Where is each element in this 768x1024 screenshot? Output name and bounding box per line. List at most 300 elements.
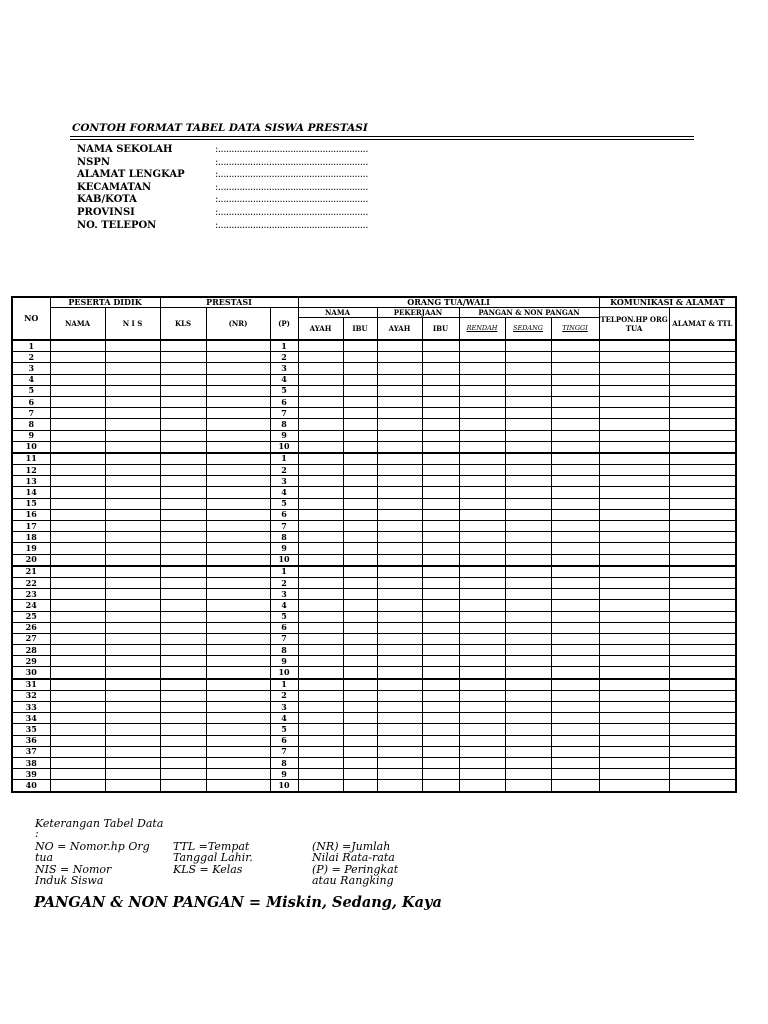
info-label: NO. TELEPON (77, 219, 157, 231)
table-cell (505, 521, 551, 532)
table-cell (105, 633, 160, 644)
table-cell (160, 476, 206, 487)
table-cell (160, 633, 206, 644)
table-cell (599, 622, 669, 633)
table-cell (343, 645, 377, 656)
table-cell (422, 453, 459, 465)
note-nis: NIS = Nomor Induk Siswa (35, 863, 112, 887)
table-row (12, 577, 736, 588)
table-cell (669, 690, 736, 701)
table-cell (505, 611, 551, 622)
table-cell (50, 498, 105, 509)
table-cell (377, 487, 422, 498)
table-cell (298, 430, 343, 441)
table-cell (105, 509, 160, 520)
table-cell (599, 577, 669, 588)
table-cell (599, 430, 669, 441)
table-cell (50, 396, 105, 407)
table-row (12, 566, 736, 578)
table-cell (298, 679, 343, 691)
rank-number: 3 (270, 589, 298, 600)
table-cell (505, 340, 551, 352)
table-cell (160, 396, 206, 407)
table-cell (459, 430, 505, 441)
table-cell (505, 724, 551, 735)
table-cell (551, 476, 599, 487)
row-number: 8 (12, 419, 50, 430)
row-number: 24 (12, 600, 50, 611)
table-cell (50, 487, 105, 498)
table-cell (298, 690, 343, 701)
table-cell (206, 735, 270, 746)
table-cell (669, 396, 736, 407)
table-cell (669, 757, 736, 768)
table-cell (505, 679, 551, 691)
rank-number: 6 (270, 396, 298, 407)
table-cell (50, 352, 105, 363)
table-cell (669, 746, 736, 757)
table-cell (459, 622, 505, 633)
row-number: 32 (12, 690, 50, 701)
table-cell (459, 408, 505, 419)
table-cell (298, 589, 343, 600)
table-cell (50, 769, 105, 780)
table-cell (160, 724, 206, 735)
table-cell (298, 577, 343, 588)
table-cell (551, 419, 599, 430)
table-cell (343, 769, 377, 780)
table-cell (105, 645, 160, 656)
rank-number: 1 (270, 340, 298, 352)
row-number: 3 (12, 363, 50, 374)
table-row (12, 509, 736, 520)
table-cell (505, 577, 551, 588)
rank-number: 5 (270, 498, 298, 509)
table-cell (377, 441, 422, 453)
table-cell (160, 441, 206, 453)
table-cell (505, 713, 551, 724)
table-cell (50, 656, 105, 667)
header-rendah: RENDAH (459, 318, 505, 341)
table-cell (551, 656, 599, 667)
row-number: 16 (12, 509, 50, 520)
header-nr: (NR) (206, 308, 270, 341)
table-row (12, 735, 736, 746)
table-cell (206, 757, 270, 768)
table-cell (599, 374, 669, 385)
table-cell (206, 543, 270, 554)
table-row (12, 352, 736, 363)
table-cell (160, 385, 206, 396)
table-cell (551, 453, 599, 465)
table-cell (669, 521, 736, 532)
table-cell (160, 656, 206, 667)
table-cell (105, 757, 160, 768)
row-number: 5 (12, 385, 50, 396)
table-cell (160, 746, 206, 757)
row-number: 34 (12, 713, 50, 724)
rank-number: 4 (270, 487, 298, 498)
table-cell (377, 385, 422, 396)
table-cell (206, 622, 270, 633)
table-cell (50, 577, 105, 588)
table-cell (343, 622, 377, 633)
table-cell (422, 532, 459, 543)
table-cell (343, 487, 377, 498)
rank-number: 9 (270, 656, 298, 667)
table-cell (343, 532, 377, 543)
table-cell (599, 600, 669, 611)
header-tinggi: TINGGI (551, 318, 599, 341)
table-cell (669, 385, 736, 396)
table-cell (551, 509, 599, 520)
table-row (12, 374, 736, 385)
table-cell (505, 769, 551, 780)
table-cell (298, 498, 343, 509)
table-cell (669, 633, 736, 644)
table-cell (422, 600, 459, 611)
table-cell (160, 408, 206, 419)
table-cell (343, 679, 377, 691)
table-cell (160, 769, 206, 780)
table-row (12, 622, 736, 633)
table-cell (459, 713, 505, 724)
rank-number: 8 (270, 419, 298, 430)
header-p: (P) (270, 308, 298, 341)
table-cell (105, 374, 160, 385)
table-cell (343, 363, 377, 374)
row-number: 13 (12, 476, 50, 487)
table-cell (50, 543, 105, 554)
table-cell (459, 633, 505, 644)
table-cell (459, 453, 505, 465)
table-cell (599, 724, 669, 735)
table-cell (105, 577, 160, 588)
table-cell (298, 702, 343, 713)
table-row (12, 702, 736, 713)
table-cell (50, 589, 105, 600)
table-cell (505, 589, 551, 600)
table-cell (298, 566, 343, 578)
table-cell (206, 396, 270, 407)
table-cell (105, 724, 160, 735)
table-cell (422, 521, 459, 532)
table-cell (298, 340, 343, 352)
rank-number: 8 (270, 757, 298, 768)
table-cell (669, 566, 736, 578)
table-cell (599, 441, 669, 453)
table-cell (505, 543, 551, 554)
row-number: 20 (12, 554, 50, 566)
table-cell (377, 690, 422, 701)
table-cell (551, 521, 599, 532)
table-cell (298, 374, 343, 385)
table-cell (669, 430, 736, 441)
row-number: 23 (12, 589, 50, 600)
table-cell (343, 465, 377, 476)
table-cell (377, 577, 422, 588)
table-cell (298, 532, 343, 543)
student-data-table (11, 296, 737, 793)
table-cell (669, 509, 736, 520)
table-cell (50, 363, 105, 374)
table-row (12, 487, 736, 498)
table-cell (551, 645, 599, 656)
table-cell (343, 702, 377, 713)
table-cell (50, 554, 105, 566)
table-cell (669, 780, 736, 792)
table-cell (551, 724, 599, 735)
info-row (77, 182, 368, 195)
table-cell (669, 498, 736, 509)
table-cell (105, 600, 160, 611)
row-number: 11 (12, 453, 50, 465)
table-cell (459, 521, 505, 532)
table-cell (505, 441, 551, 453)
table-row (12, 340, 736, 352)
table-cell (459, 611, 505, 622)
rank-number: 4 (270, 374, 298, 385)
table-cell (105, 430, 160, 441)
table-cell (50, 476, 105, 487)
table-cell (377, 611, 422, 622)
table-cell (105, 453, 160, 465)
table-cell (206, 589, 270, 600)
table-cell (343, 340, 377, 352)
table-cell (206, 521, 270, 532)
table-cell (50, 611, 105, 622)
table-row (12, 769, 736, 780)
table-cell (343, 396, 377, 407)
header-ayah-nama: AYAH (298, 318, 343, 341)
table-row (12, 611, 736, 622)
rank-number: 2 (270, 577, 298, 588)
header-ibu-pekerjaan: IBU (422, 318, 459, 341)
table-cell (105, 498, 160, 509)
info-label: NAMA SEKOLAH (77, 144, 173, 155)
table-row (12, 690, 736, 701)
table-cell (160, 363, 206, 374)
table-row (12, 441, 736, 453)
table-cell (105, 487, 160, 498)
table-cell (377, 554, 422, 566)
table-cell (377, 419, 422, 430)
table-cell (160, 589, 206, 600)
table-cell (160, 532, 206, 543)
table-cell (298, 633, 343, 644)
table-row (12, 554, 736, 566)
table-cell (377, 532, 422, 543)
table-cell (422, 724, 459, 735)
table-cell (599, 679, 669, 691)
table-cell (298, 465, 343, 476)
table-cell (206, 374, 270, 385)
table-cell (377, 566, 422, 578)
table-cell (377, 476, 422, 487)
table-cell (298, 667, 343, 679)
table-cell (422, 577, 459, 588)
table-cell (298, 453, 343, 465)
table-cell (599, 757, 669, 768)
table-cell (298, 352, 343, 363)
table-cell (505, 667, 551, 679)
table-cell (160, 757, 206, 768)
rank-number: 3 (270, 476, 298, 487)
table-cell (206, 690, 270, 701)
table-cell (50, 633, 105, 644)
table-cell (669, 487, 736, 498)
table-cell (422, 735, 459, 746)
table-cell (343, 521, 377, 532)
table-cell (551, 532, 599, 543)
table-cell (160, 690, 206, 701)
table-cell (599, 769, 669, 780)
table-cell (459, 679, 505, 691)
table-cell (105, 656, 160, 667)
table-cell (551, 746, 599, 757)
rank-number: 7 (270, 633, 298, 644)
table-cell (505, 780, 551, 792)
table-cell (206, 656, 270, 667)
table-cell (206, 430, 270, 441)
row-number: 9 (12, 430, 50, 441)
row-number: 15 (12, 498, 50, 509)
table-cell (160, 374, 206, 385)
info-label: PROVINSI (77, 206, 135, 218)
info-row (77, 157, 368, 170)
table-cell (422, 769, 459, 780)
table-cell (422, 476, 459, 487)
table-cell (459, 780, 505, 792)
info-value: :........................................................ (215, 156, 368, 168)
table-cell (669, 419, 736, 430)
table-cell (105, 340, 160, 352)
row-number: 29 (12, 656, 50, 667)
table-cell (505, 374, 551, 385)
table-cell (422, 340, 459, 352)
table-cell (160, 702, 206, 713)
table-cell (505, 633, 551, 644)
table-cell (160, 780, 206, 792)
table-cell (343, 476, 377, 487)
table-cell (50, 385, 105, 396)
table-cell (599, 611, 669, 622)
table-cell (206, 780, 270, 792)
table-cell (298, 780, 343, 792)
table-cell (105, 419, 160, 430)
table-cell (160, 430, 206, 441)
table-cell (551, 622, 599, 633)
table-cell (377, 453, 422, 465)
table-cell (422, 667, 459, 679)
table-cell (669, 589, 736, 600)
table-cell (599, 509, 669, 520)
table-cell (505, 465, 551, 476)
table-cell (160, 645, 206, 656)
table-cell (160, 679, 206, 691)
table-cell (298, 735, 343, 746)
table-cell (50, 509, 105, 520)
table-cell (551, 396, 599, 407)
note-kls: KLS = Kelas (173, 863, 243, 876)
table-cell (551, 769, 599, 780)
rank-number: 1 (270, 679, 298, 691)
table-cell (505, 554, 551, 566)
table-cell (298, 487, 343, 498)
table-cell (343, 600, 377, 611)
table-cell (343, 566, 377, 578)
info-label: KECAMATAN (77, 181, 152, 193)
table-cell (298, 645, 343, 656)
table-cell (459, 441, 505, 453)
table-cell (50, 757, 105, 768)
table-cell (459, 465, 505, 476)
table-cell (377, 396, 422, 407)
table-cell (343, 611, 377, 622)
table-cell (551, 441, 599, 453)
table-cell (50, 340, 105, 352)
table-cell (105, 735, 160, 746)
rank-number: 9 (270, 430, 298, 441)
table-cell (50, 702, 105, 713)
row-number: 4 (12, 374, 50, 385)
table-cell (459, 724, 505, 735)
table-cell (459, 340, 505, 352)
row-number: 22 (12, 577, 50, 588)
table-cell (50, 780, 105, 792)
table-cell (422, 780, 459, 792)
table-cell (505, 430, 551, 441)
header-kls: KLS (160, 308, 206, 341)
table-cell (599, 453, 669, 465)
table-row (12, 419, 736, 430)
table-cell (422, 498, 459, 509)
table-cell (599, 735, 669, 746)
table-cell (422, 679, 459, 691)
table-cell (160, 498, 206, 509)
table-cell (422, 363, 459, 374)
table-cell (377, 408, 422, 419)
table-cell (599, 363, 669, 374)
header-peserta-didik: PESERTA DIDIK (50, 297, 160, 308)
row-number: 28 (12, 645, 50, 656)
table-cell (298, 396, 343, 407)
rank-number: 6 (270, 622, 298, 633)
table-cell (669, 769, 736, 780)
table-cell (377, 521, 422, 532)
table-cell (422, 713, 459, 724)
table-cell (599, 690, 669, 701)
table-cell (377, 667, 422, 679)
table-row (12, 532, 736, 543)
table-cell (105, 408, 160, 419)
table-cell (298, 521, 343, 532)
table-cell (105, 441, 160, 453)
table-cell (377, 363, 422, 374)
table-cell (206, 498, 270, 509)
table-cell (505, 746, 551, 757)
table-cell (599, 487, 669, 498)
rank-number: 3 (270, 702, 298, 713)
info-value: :........................................................ (215, 181, 368, 193)
info-row (77, 194, 368, 207)
rank-number: 1 (270, 453, 298, 465)
table-cell (206, 352, 270, 363)
table-cell (422, 645, 459, 656)
table-cell (343, 408, 377, 419)
rank-number: 9 (270, 543, 298, 554)
table-cell (298, 600, 343, 611)
